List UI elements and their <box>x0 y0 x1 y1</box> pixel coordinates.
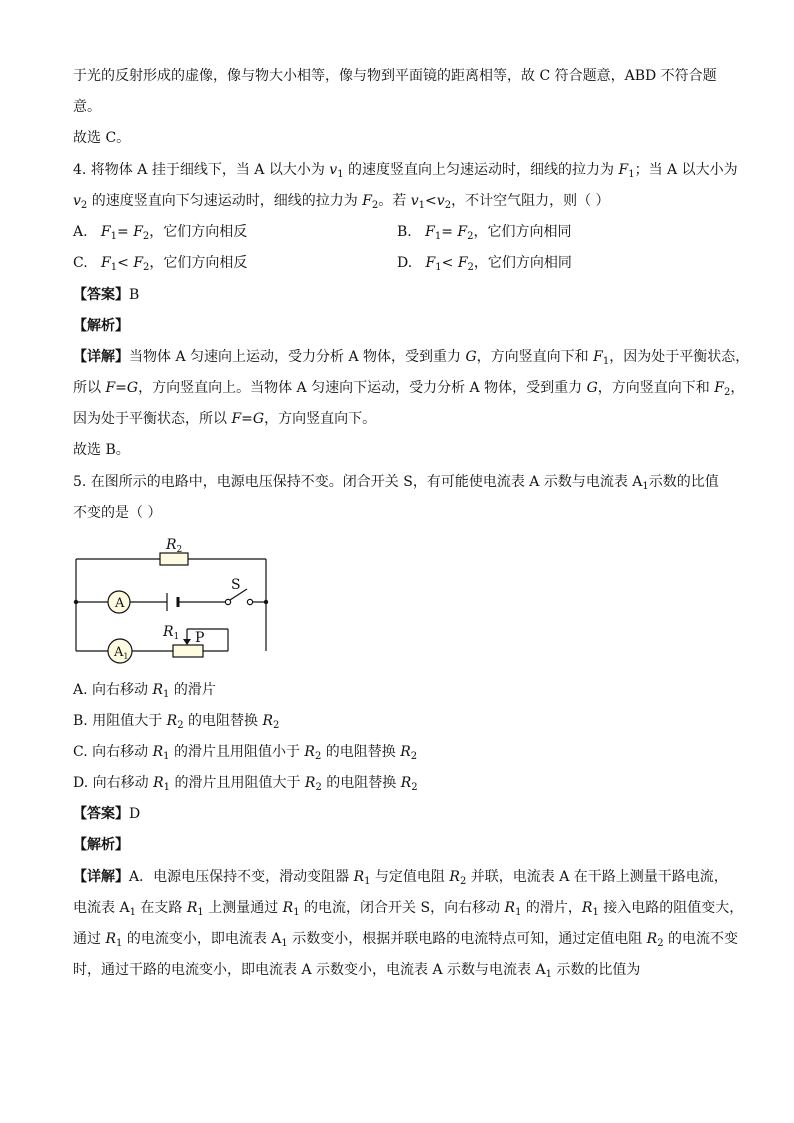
text-line: 于光的反射形成的虚像，像与物大小相等，像与物到平面镜的距离相等，故 C 符合题意，ABD 不符合题 <box>73 68 717 84</box>
explanation-5-line: 电流表 $A_1$ 在支路 $R_1$ 上测量通过 $R_1$ 的电流，闭合开关 S，向右移动 $R_1$ 的滑片，$R_1$ 接入电路的阻值变大， <box>73 900 744 918</box>
explanation-5-line: 【详解】A．电源电压保持不变，滑动变阻器 $R_1$ 与定值电阻 $R_2$ 并联，电流表 A 在干路上测量干路电流， <box>73 869 728 887</box>
r2-label: $R_2$ <box>166 537 183 555</box>
answer-5: 【答案】D <box>73 806 141 822</box>
ammeter-a-label: A <box>115 596 125 611</box>
text-line: 故选 B。 <box>73 442 130 458</box>
resistor-r2 <box>160 553 188 565</box>
explanation-5-line: 通过 $R_1$ 的电流变小，即电流表 $A_1$ 示数变小，根据并联电路的电流特点可知，通过定值电阻 $R_2$ 的电流不变 <box>73 931 739 949</box>
explanation-4-line: 因为处于平衡状态，所以 F=G，方向竖直向下。 <box>73 411 377 427</box>
question-5-option-b: B. 用阻值大于 $R_2$ 的电阻替换 $R_2$ <box>73 713 280 731</box>
text-line: 意。 <box>73 99 101 115</box>
slider-arrow-icon <box>183 639 191 645</box>
question-4-option-c: C. $F_1< F_2$，它们方向相反 <box>73 255 248 273</box>
junction-dot <box>74 600 78 604</box>
question-4-option-d: D. $F_1< F_2$，它们方向相同 <box>397 255 572 273</box>
question-5-stem: 5. 在图所示的电路中，电源电压保持不变。闭合开关 S，有可能使电流表 A 示数与电流表 $A_1$示数的比值 <box>73 474 719 492</box>
question-4-stem: 4. 将物体 A 挂于细线下，当 A 以大小为 $v_1$ 的速度竖直向上匀速运动时，细线的拉力为 $F_1$；当 A 以大小为 <box>73 162 738 180</box>
explanation-5-line: 时，通过干路的电流变小，即电流表 A 示数变小，电流表 A 示数与电流表 $A_1$ 示数的比值为 <box>73 962 641 980</box>
circuit-diagram <box>70 533 272 668</box>
slider-p-label: P <box>195 630 205 646</box>
question-4-option-a: A. $F_1= F_2$，它们方向相反 <box>73 224 248 242</box>
question-5-option-d: D. 向右移动 $R_1$ 的滑片且用阻值大于 $R_2$ 的电阻替换 $R_2$ <box>73 775 418 793</box>
explanation-4-line: 【详解】当物体 A 匀速向上运动，受力分析 A 物体，受到重力 G，方向竖直向下和 $F_1$，因为处于平衡状态， <box>73 349 750 367</box>
rheostat-r1 <box>173 645 203 657</box>
switch-s-label: S <box>231 577 241 593</box>
switch-terminal <box>247 599 252 604</box>
switch-terminal <box>225 599 230 604</box>
explanation-4-line: 所以 F=G，方向竖直向上。当物体 A 匀速向下运动，受力分析 A 物体，受到重力 G，方向竖直向下和 $F_2$， <box>73 380 745 398</box>
ammeter-a1-label: $A_1$ <box>114 645 129 661</box>
analysis-label: 【解析】 <box>73 318 129 334</box>
question-5-stem-cont: 不变的是（ ） <box>73 505 162 521</box>
text-line: 故选 C。 <box>73 130 131 146</box>
junction-dot <box>264 600 268 604</box>
question-5-option-c: C. 向右移动 $R_1$ 的滑片且用阻值小于 $R_2$ 的电阻替换 $R_2$ <box>73 744 418 762</box>
question-4-option-b: B. $F_1= F_2$，它们方向相同 <box>397 224 572 242</box>
analysis-label: 【解析】 <box>73 837 129 853</box>
answer-4: 【答案】B <box>73 287 140 303</box>
question-4-stem-cont: $v_2$ 的速度竖直向下匀速运动时，细线的拉力为 $F_2$。若 $v_1<v_2$，不计空气阻力，则（ ） <box>73 193 610 211</box>
question-5-option-a: A. 向右移动 $R_1$ 的滑片 <box>73 682 216 700</box>
r1-label: $R_1$ <box>163 624 180 642</box>
